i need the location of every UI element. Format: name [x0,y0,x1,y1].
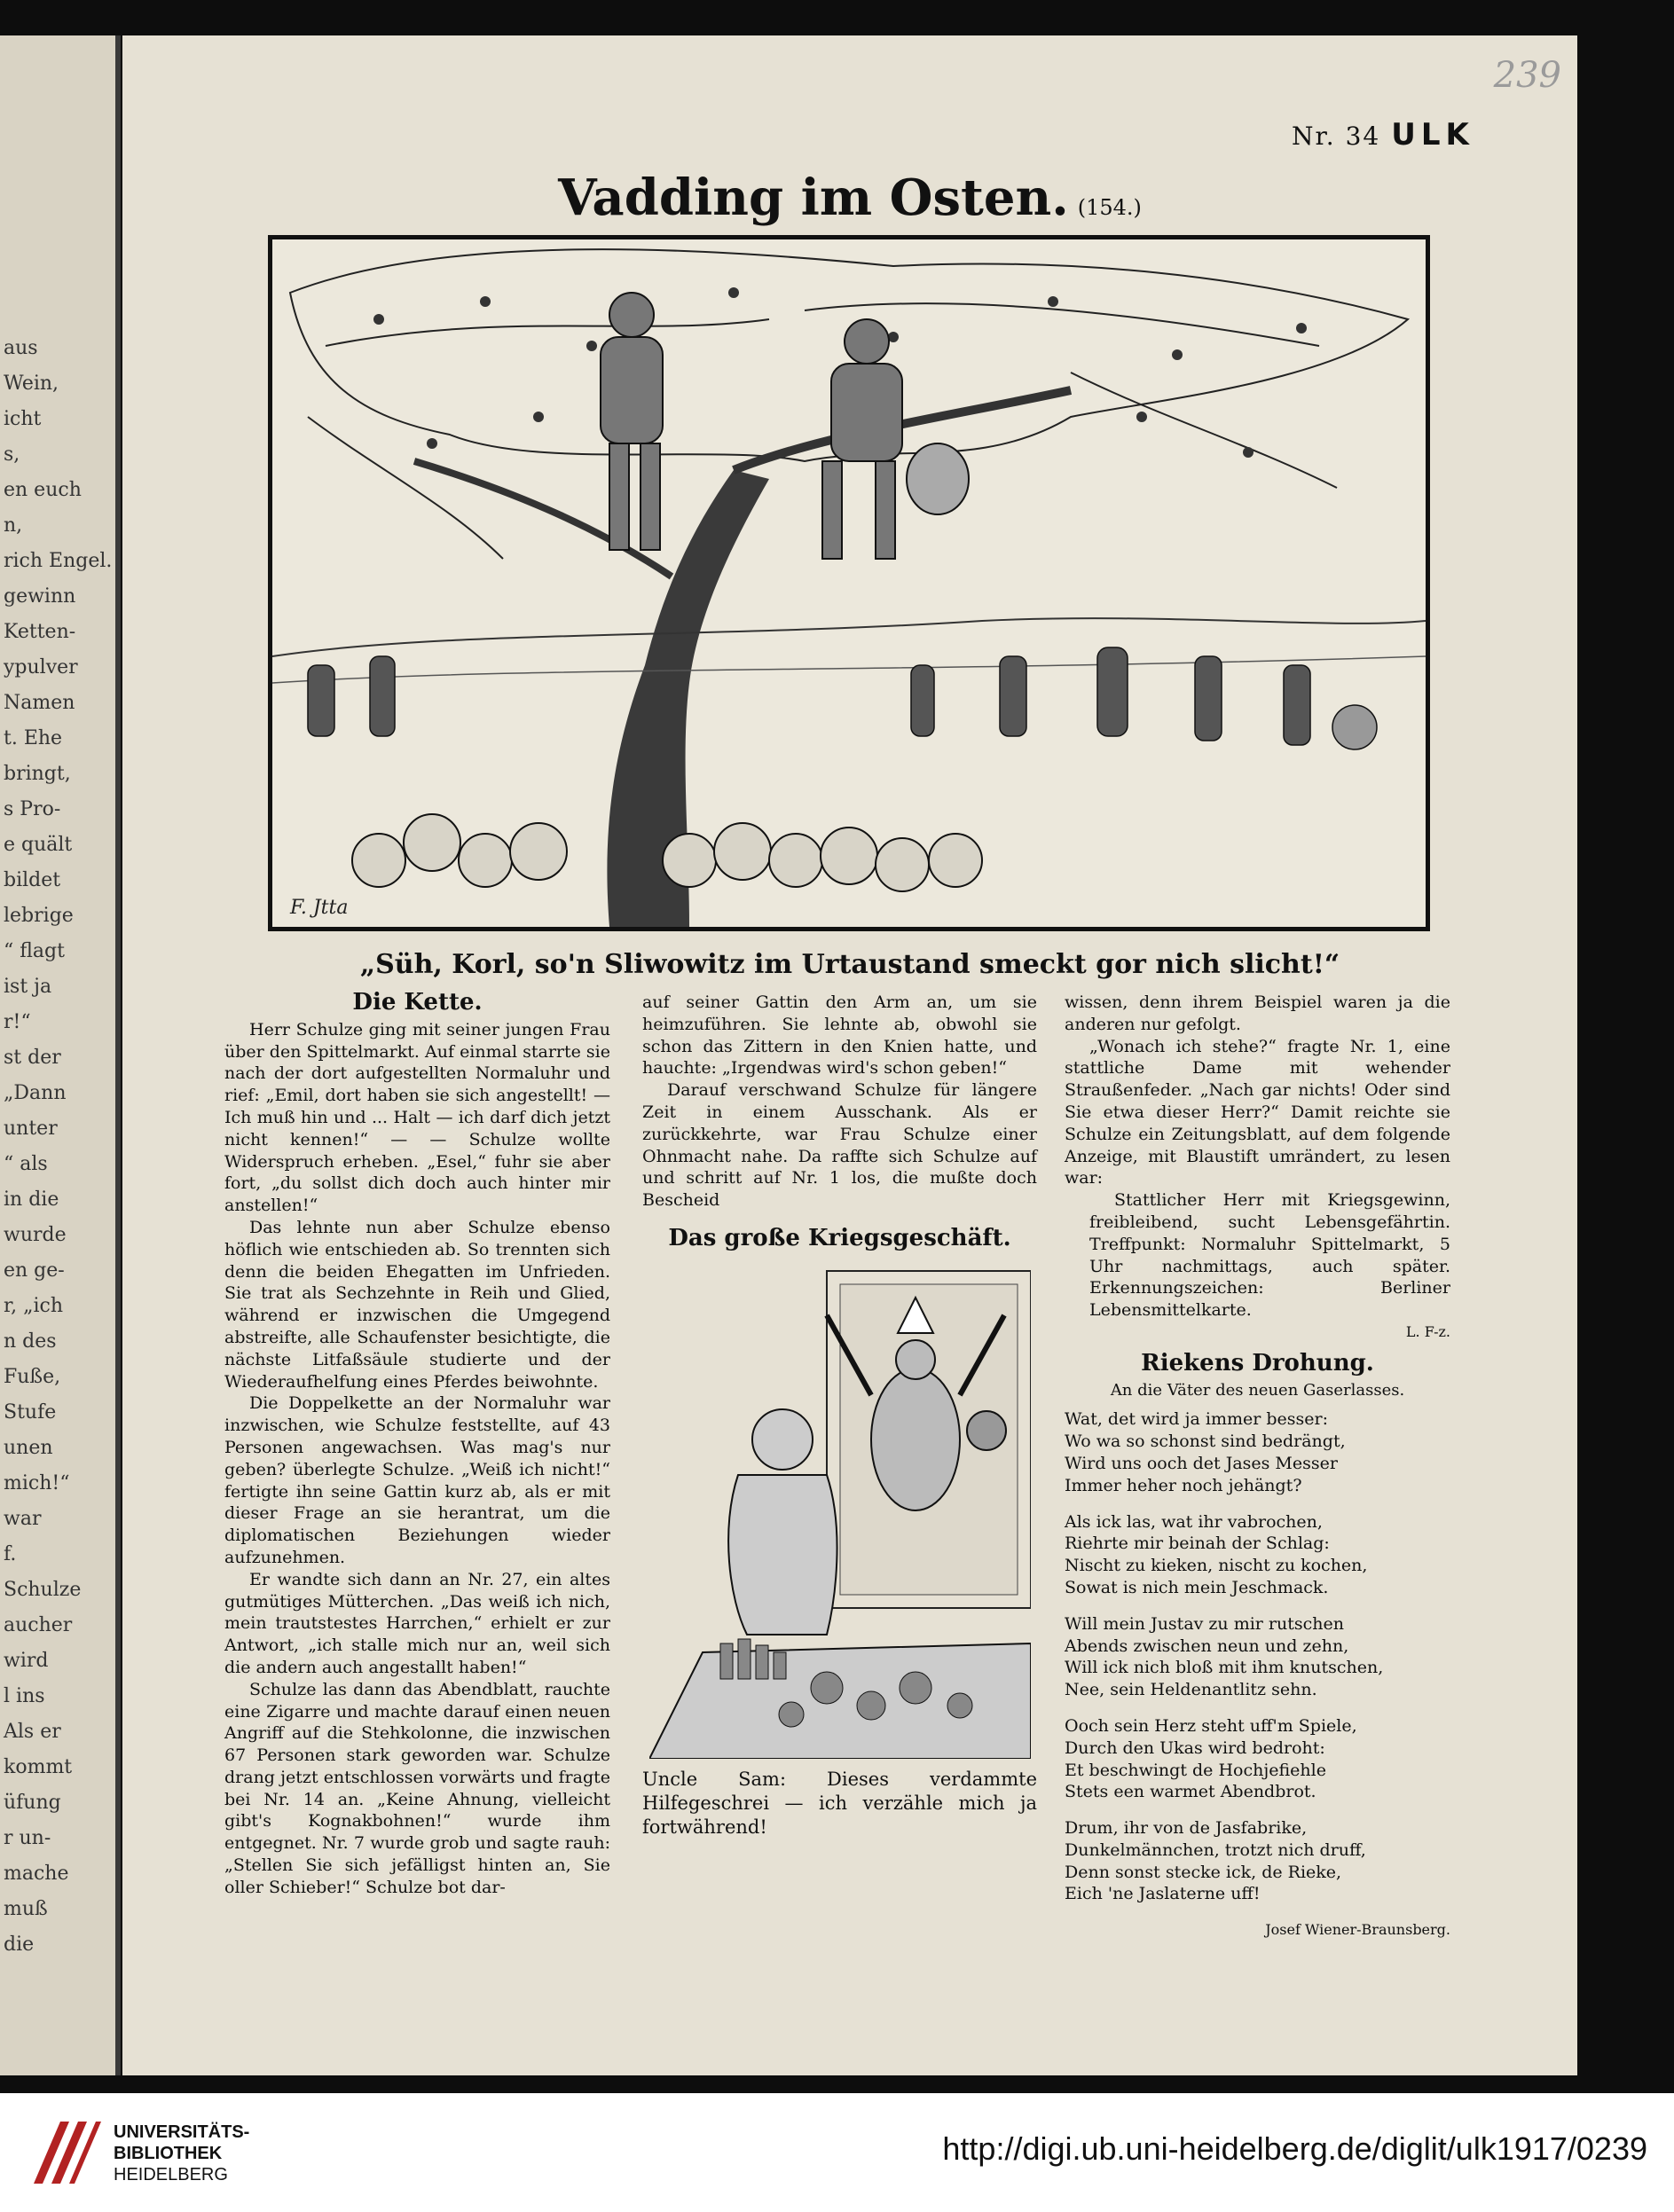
column-right [1065,992,1450,1941]
kette-paragraph: Das lehnte nun aber Schulze ebenso höflich wie entschieden ab. So trennten sich denn die beiden Ehegatten im Unfrieden. Sie trat als Sechzehnte in Reih und Glied, während er inzwischen die Umgegend abstreifte, alle Schaufenster besichtigte, die nächste Litfaßsäule studierte und der Wiederaufhelfung eines Pferdes beiwohnte. [224,1217,610,1392]
uncle-sam-caption: Uncle Sam: Dieses verdammte Hilfegeschrei — ich verzähle mich ja fortwährend! [642,1768,1037,1838]
poem-line: Durch den Ukas wird bedroht: [1065,1737,1325,1758]
previous-page-text-fragment: “ als [4,1153,48,1175]
previous-page-text-fragment: r!“ [4,1011,31,1033]
previous-page-text-fragment: e quält [4,834,73,856]
previous-page-text-fragment: en ge- [4,1259,65,1282]
poem-stanza [1065,1408,1450,1496]
previous-page-text-fragment: war [4,1508,42,1530]
magazine-page [122,35,1577,2075]
kette-paragraph: wissen, denn ihrem Beispiel waren ja die anderen nur gefolgt. [1065,992,1450,1034]
poem-line: Will mein Justav zu mir rutschen [1065,1613,1344,1634]
previous-page-text-fragment: aus [4,337,38,359]
previous-page-text-fragment: Wein, [4,373,59,395]
poem-line: Sowat is nich mein Jeschmack. [1065,1577,1329,1597]
newspaper-ad: Stattlicher Herr mit Kriegsgewinn, freibleibend, sucht Lebensgefährtin. Treffpunkt: Normaluhr Spittelmarkt, 5 Uhr nachmittags, auch später. Erkennungszeichen: Berliner Lebensmittelkarte. [1089,1190,1450,1321]
tree-scene-drawing [272,239,1426,927]
issue-header [1292,117,1474,153]
kette-signature: L. F-z. [1405,1322,1450,1340]
previous-page-text-fragment: gewinn [4,585,76,608]
library-logo-icon [25,2113,105,2192]
previous-page-text-fragment: st der [4,1047,61,1069]
issue-number: Nr. 34 [1292,122,1381,151]
main-illustration [268,235,1430,931]
kette-heading: Die Kette. [352,989,483,1016]
previous-page-text-fragment: die [4,1934,35,1956]
previous-page-text-fragment: Ketten- [4,621,76,643]
previous-page-text-fragment: lebrige [4,905,74,927]
previous-page-text-fragment: Als er [4,1721,61,1743]
poem-line: Dunkelmännchen, trotzt nich druff, [1065,1839,1366,1860]
previous-page-text-fragment: n, [4,514,23,537]
poem-line: Wird uns ooch det Jases Messer [1065,1453,1338,1473]
previous-page-text-fragment: Schulze [4,1579,82,1601]
previous-page-text-fragment: s, [4,443,20,466]
poem-line: Stets een warmet Abendbrot. [1065,1782,1316,1802]
previous-page-text-fragment: unen [4,1437,53,1459]
poem-line: Abends zwischen neun und zehn, [1065,1635,1349,1656]
previous-page-text-fragment: Fuße, [4,1366,61,1388]
source-url[interactable]: http://digi.ub.uni-heidelberg.de/diglit/ulk1917/0239 [942,2130,1647,2167]
kette-paragraph: Er wandte sich dann an Nr. 27, ein altes gutmütiges Mütterchen. „Das weiß ich nich, mein trautstestes Harrchen,“ erhielt er zur Antwort, „ich stalle mich nur an, weil sich die andern auch angestallt haben!“ [224,1569,610,1677]
poem-line: Nischt zu kieken, nischt zu kochen, [1065,1556,1368,1576]
library-name-line3: HEIDELBERG [114,2165,228,2185]
previous-page-text-fragment: r un- [4,1827,51,1849]
previous-page-text-fragment: n des [4,1330,57,1353]
poem-line: Riehrte mir beinah der Schlag: [1065,1533,1330,1554]
poem-line: Wo wa so schonst sind bedrängt, [1065,1432,1346,1452]
previous-page-strip [0,35,121,2075]
kette-paragraph: Die Doppelkette an der Normaluhr war inzwischen, wie Schulze feststellte, auf 43 Personen angewachsen. Was mag's nur geben? überlegte Schulze. „Weiß ich nicht!“ fertigte ihn seine Gattin kurz ab, als er mit dieser Frage an sie herantrat, um die diplomatischen Beziehungen wieder aufzunehmen. [224,1393,610,1567]
poem-line: Wat, det wird ja immer besser: [1065,1409,1328,1430]
poem-line: Eich 'ne Jaslaterne uff! [1065,1884,1261,1904]
handwritten-page-number: 239 [1493,55,1561,96]
poem-line: Et beschwingt de Hochjefiehle [1065,1760,1326,1780]
column-left [224,989,610,1899]
poem-stanza [1065,1613,1450,1701]
poem-stanzas [1065,1408,1450,1905]
poem-stanza [1065,1511,1450,1599]
previous-page-text-fragment: t. Ehe [4,727,63,749]
magazine-name: ULK [1391,117,1474,153]
column-middle [642,992,1037,1839]
poem-line: Nee, sein Heldenantlitz sehn. [1065,1680,1317,1700]
previous-page-text-fragment: üfung [4,1792,61,1814]
kette-paragraph: „Wonach ich stehe?“ fragte Nr. 1, eine stattliche Dame mit wehender Straußenfeder. „Nach gar nichts! Oder sind Sie etwa dieser Herr?“ Damit reichte sie Schulze ein Zeitungsblatt, auf dem folgende Anzeige, mit Blaustift umrändert, zu lesen war: [1065,1036,1450,1188]
previous-page-text-fragment: wird [4,1650,49,1672]
kriegsgeschaeft-heading: Das große Kriegsgeschäft. [668,1224,1011,1251]
previous-page-text-fragment: Stufe [4,1401,57,1424]
previous-page-text-fragment: muß [4,1898,48,1920]
library-name-line2: BIBLIOTHEK [114,2144,223,2163]
previous-page-text-fragment: s Pro- [4,798,61,820]
poem-line: Denn sonst stecke ick, de Rieke, [1065,1862,1342,1882]
poem-signature: Josef Wiener-Braunsberg. [1265,1921,1450,1939]
riekens-subtitle: An die Väter des neuen Gaserlasses. [1110,1380,1405,1400]
previous-page-text-fragment: „Dann [4,1082,67,1104]
previous-page-text-fragment: r, „ich [4,1295,64,1317]
illustration-caption: „Süh, Korl, so'n Sliwowitz im Urtaustand smeckt gor nich slicht!“ [359,949,1340,980]
previous-page-text-fragment: in die [4,1188,59,1211]
previous-page-text-fragment: l ins [4,1685,45,1707]
library-name [114,2122,249,2185]
title-text: Vadding im Osten. [558,169,1069,227]
page-title [122,169,1577,227]
previous-page-text-fragment: Namen [4,692,75,714]
previous-page-text-fragment: rich Engel. [4,550,113,572]
kette-paragraph: Schulze las dann das Abendblatt, rauchte eine Zigarre und machte darauf einen neuen Angriff auf die Stehkolonne, die inzwischen 67 Personen stark geworden war. Schulze drang jetzt entschlossen vorwärts und fragte bei Nr. 14 an. „Keine Ahnung, vielleicht gibt's Kognakbohnen!“ wurde ihm entgegnet. Nr. 7 wurde grob und sagte rauh: „Stellen Sie sich jefälligst hinten an, Sie oller Schieber!“ Schulze bot dar- [224,1679,610,1897]
previous-page-text-fragment: mich!“ [4,1472,70,1494]
previous-page-text-fragment: bildet [4,869,61,891]
poem-stanza [1065,1715,1450,1803]
library-name-line1: UNIVERSITÄTS- [114,2122,250,2142]
previous-page-text-fragment: icht [4,408,42,430]
previous-page-text-fragment: “ flagt [4,940,65,962]
previous-page-text-fragment: ist ja [4,976,52,998]
previous-page-text-fragment: bringt, [4,763,71,785]
poem-stanza [1065,1817,1450,1905]
library-footer [0,2093,1674,2212]
previous-page-text-fragment: f. [4,1543,17,1565]
uncle-sam-drawing [649,1262,1031,1759]
previous-page-text-fragment: mache [4,1863,69,1885]
previous-page-text-fragment: wurde [4,1224,67,1246]
riekens-heading: Riekens Drohung. [1141,1349,1374,1377]
previous-page-text-fragment: en euch [4,479,82,501]
poem-line: Drum, ihr von de Jasfabrike, [1065,1818,1308,1839]
previous-page-text-fragment: kommt [4,1756,73,1778]
poem-line: Als ick las, wat ihr vabrochen, [1065,1511,1323,1532]
previous-page-text-fragment: ypulver [4,656,78,679]
title-number: (154.) [1077,195,1142,220]
previous-page-text-fragment: unter [4,1118,58,1140]
kette-paragraph: Darauf verschwand Schulze für längere Zeit in einem Ausschank. Als er zurückkehrte, war Frau Schulze einer Ohnmacht nahe. Da raffte sich Schulze auf und schritt auf Nr. 1 los, die mußte doch Bescheid [642,1080,1037,1211]
artist-signature: F. Jtta [290,897,349,919]
poem-line: Will ick nich bloß mit ihm knutschen, [1065,1658,1384,1678]
kette-paragraph: Herr Schulze ging mit seiner jungen Frau über den Spittelmarkt. Auf einmal starrte sie nach der dort aufgestellten Normaluhr und rief: „Emil, dort haben sie sich angestellt! — Ich muß hin und ... Halt — ich darf dich jetzt nicht kennen!“ — — Schulze wollte Widerspruch erheben. „Esel,“ fuhr sie aber fort, „du sollst dich doch auch hinter mir anstellen!“ [224,1019,610,1216]
poem-line: Ooch sein Herz steht uff'm Spiele, [1065,1715,1357,1736]
poem-line: Immer heher noch jehängt? [1065,1475,1302,1495]
uncle-sam-cartoon [649,1262,1031,1759]
kette-paragraph: auf seiner Gattin den Arm an, um sie heimzuführen. Sie lehnte ab, obwohl sie schon das Zittern in den Knien hatte, und hauchte: „Irgendwas wird's schon geben!“ [642,992,1037,1079]
previous-page-text-fragment: aucher [4,1614,73,1636]
